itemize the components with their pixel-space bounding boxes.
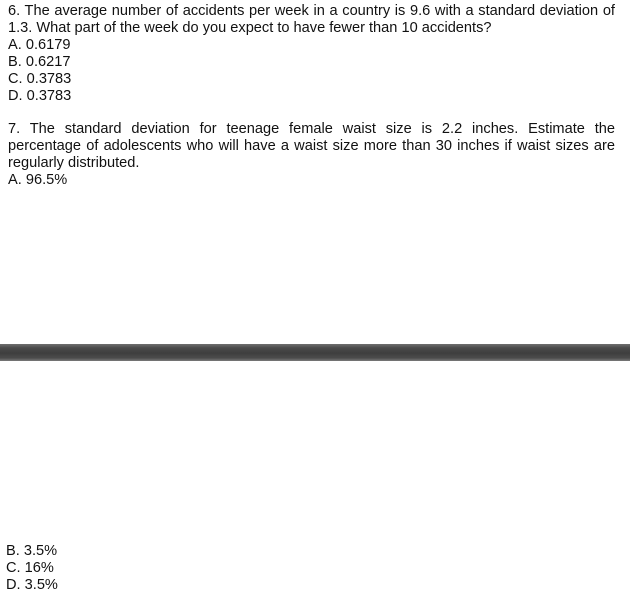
question-7-text: 7. The standard deviation for teenage female waist size is 2.2 inches. Estimate the percentage of adolescents who will have a waist size more than 30 inches if waist sizes are regularly distributed. <box>8 121 615 171</box>
question-7-option-c: C. 16% <box>6 560 54 576</box>
question-6-option-a: A. 0.6179 <box>8 37 71 53</box>
question-7-options-continued <box>6 543 58 594</box>
question-7 <box>8 121 615 189</box>
question-6 <box>8 3 615 105</box>
question-6-text: 6. The average number of accidents per week in a country is 9.6 with a standard deviation of 1.3. What part of the week do you expect to have fewer than 10 accidents? <box>8 3 615 36</box>
question-6-option-b: B. 0.6217 <box>8 54 71 70</box>
question-7-option-b: B. 3.5% <box>6 543 58 559</box>
page-bottom <box>0 361 630 598</box>
page-divider <box>0 344 630 361</box>
question-7-option-a: A. 96.5% <box>8 172 68 188</box>
question-6-option-d: D. 0.3783 <box>8 88 72 104</box>
question-7-option-d: D. 3.5% <box>6 577 58 593</box>
question-6-option-c: C. 0.3783 <box>8 71 72 87</box>
